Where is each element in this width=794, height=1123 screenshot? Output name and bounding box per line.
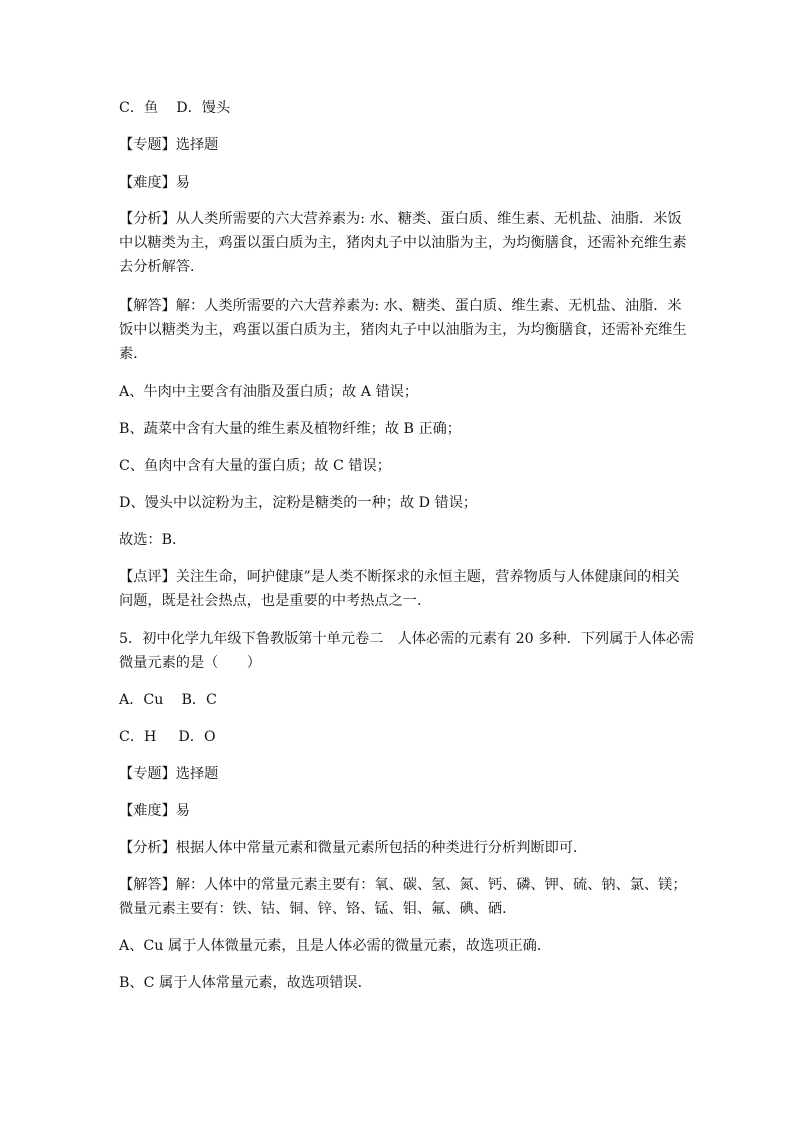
q5-option-c: C．H bbox=[119, 729, 157, 745]
q4-answer-line: 【解答】解：人类所需要的六大营养素为: 水、糖类、蛋白质、维生素、无机盐、油脂．米 bbox=[119, 298, 682, 314]
q5-options-cd bbox=[119, 725, 679, 749]
q5-stem-line: 微量元素的是（ ） bbox=[119, 655, 261, 671]
q4-comment-line: 【点评】关注生命，呵护健康”是人类不断探求的永恒主题，营养物质与人体健康间的相关 bbox=[119, 569, 680, 585]
q4-answer-line: 饭中以糖类为主，鸡蛋以蛋白质为主，猪肉丸子中以油脂为主，为均衡膳食，还需补充维生 bbox=[119, 322, 687, 338]
q5-answer bbox=[119, 873, 687, 921]
q4-analysis-line: 【分析】从人类所需要的六大营养素为: 水、糖类、蛋白质、维生素、无机盐、油脂．米饭 bbox=[119, 211, 682, 227]
q5-options-ab bbox=[119, 688, 679, 712]
q5-explain-a: A、Cu 属于人体微量元素，且是人体必需的微量元素，故选项正确． bbox=[119, 938, 552, 954]
q4-explain-a: A、牛肉中主要含有油脂及蛋白质；故 A 错误； bbox=[119, 384, 419, 400]
q5-stem-line: 5．初中化学九年级下鲁教版第十单元卷二 人体必需的元素有 20 多种．下列属于人体必需 bbox=[119, 631, 695, 647]
q5-topic: 【专题】选择题 bbox=[119, 766, 219, 782]
q4-answer-line: 素． bbox=[119, 346, 148, 362]
q4-comment bbox=[119, 565, 679, 613]
q5-stem bbox=[119, 627, 695, 675]
q4-explain-b: B、蔬菜中含有大量的维生素及植物纤维；故 B 正确； bbox=[119, 421, 461, 437]
q4-analysis-line: 去分析解答． bbox=[119, 259, 205, 275]
q4-analysis bbox=[119, 207, 687, 279]
q4-choice: 故选：B． bbox=[119, 532, 187, 548]
q4-explain-c: C、鱼肉中含有大量的蛋白质；故 C 错误； bbox=[119, 458, 391, 474]
q4-option-d: D．馒头 bbox=[176, 100, 231, 116]
q4-options-cd bbox=[119, 96, 679, 120]
q4-explain-d: D、馒头中以淀粉为主，淀粉是糖类的一种；故 D 错误； bbox=[119, 495, 478, 511]
q5-option-d: D．O bbox=[178, 729, 216, 745]
q5-option-a: A．Cu bbox=[119, 692, 164, 708]
q4-topic: 【专题】选择题 bbox=[119, 137, 219, 153]
q5-analysis: 【分析】根据人体中常量元素和微量元素所包括的种类进行分析判断即可． bbox=[119, 840, 588, 856]
q5-answer-line: 微量元素主要有：铁、钴、铜、锌、铬、锰、钼、氟、碘、硒． bbox=[119, 901, 517, 917]
q5-option-b: B．C bbox=[181, 692, 217, 708]
q5-answer-line: 【解答】解：人体中的常量元素主要有：氧、碳、氢、氮、钙、磷、钾、硫、钠、氯、镁； bbox=[119, 877, 687, 893]
q4-option-c: C．鱼 bbox=[119, 100, 159, 116]
q5-explain-b: B、C 属于人体常量元素，故选项错误． bbox=[119, 975, 372, 991]
q4-analysis-line: 中以糖类为主，鸡蛋以蛋白质为主，猪肉丸子中以油脂为主，为均衡膳食，还需补充维生素 bbox=[119, 235, 687, 251]
q4-difficulty: 【难度】易 bbox=[119, 175, 190, 191]
q4-comment-line: 问题，既是社会热点，也是重要的中考热点之一． bbox=[119, 593, 432, 609]
q4-answer bbox=[119, 294, 687, 366]
q5-difficulty: 【难度】易 bbox=[119, 803, 190, 819]
